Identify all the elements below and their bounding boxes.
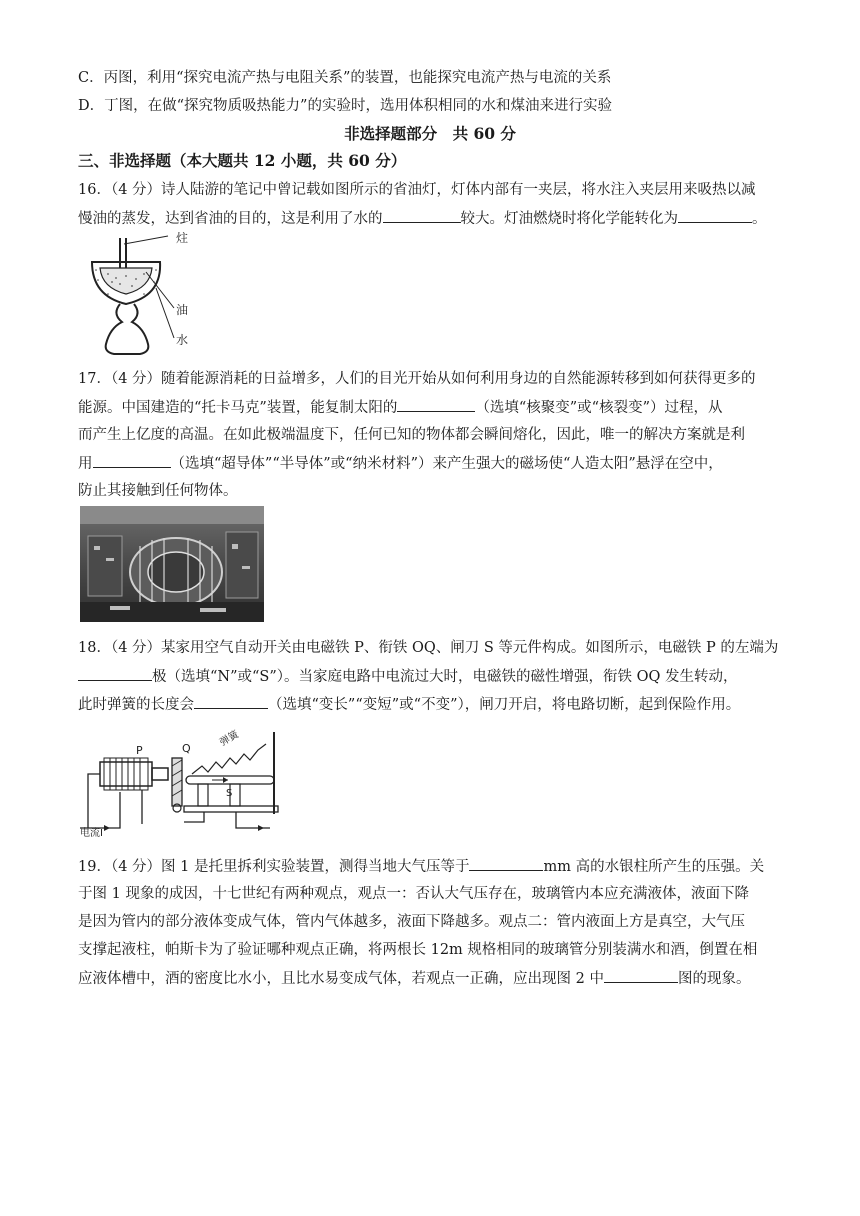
q19-line-1 bbox=[78, 856, 764, 877]
q19-text-b: mm 高的水银柱所产生的压强。关 bbox=[543, 859, 765, 875]
q19-blank-1[interactable] bbox=[469, 856, 543, 871]
q19-blank-2[interactable] bbox=[604, 968, 678, 983]
air-switch-figure bbox=[80, 724, 286, 838]
q19-line-2: 于图 1 现象的成因，十七世纪有两种观点，观点一：否认大气压存在，玻璃管内本应充满液体，液面下降 bbox=[78, 886, 749, 902]
label-oil: 油 bbox=[176, 303, 189, 317]
q16-line-1: 16．（4 分）诗人陆游的笔记中曾记载如图所示的省油灯，灯体内部有一夹层，将水注入夹层用来吸热以减 bbox=[78, 182, 756, 198]
q19-text-a: 19．（4 分）图 1 是托里拆利实验装置，测得当地大气压等于 bbox=[78, 859, 470, 875]
option-d: D．丁图，在做“探究物质吸热能力”的实验时，选用体积相同的水和煤油来进行实验 bbox=[78, 98, 612, 114]
spring bbox=[192, 744, 266, 774]
section-title: 三、非选择题（本大题共 12 小题，共 60 分） bbox=[78, 151, 407, 170]
q19-text-c: 应液体槽中，酒的密度比水小，且比水易变成气体，若观点一正确，应出现图 2 中 bbox=[78, 971, 604, 987]
label-p: P bbox=[136, 744, 143, 757]
q16-text-c: 。 bbox=[752, 211, 767, 227]
q18-blank-1[interactable] bbox=[78, 666, 152, 681]
q17-text-d: （选填“超导体”“半导体”或“纳米材料”）来产生强大的磁场使“人造太阳”悬浮在空中， bbox=[170, 456, 723, 472]
label-water: 水 bbox=[176, 333, 189, 347]
tokamak-photo bbox=[80, 506, 264, 622]
q17-line-3: 而产生上亿度的高温。在如此极端温度下，任何已知的物体都会瞬间熔化，因此，唯一的解决方案就是利 bbox=[78, 427, 745, 443]
q19-line-4: 支撑起液柱，帕斯卡为了验证哪种观点正确，将两根长 12m 规格相同的玻璃管分别装满水和酒，倒置在相 bbox=[78, 942, 758, 958]
q17-blank-2[interactable] bbox=[93, 453, 171, 468]
lamp-base bbox=[106, 304, 149, 354]
option-c: C．丙图，利用“探究电流产热与电阻关系”的装置，也能探究电流产热与电流的关系 bbox=[78, 70, 612, 86]
q18-text-b: 此时弹簧的长度会 bbox=[78, 697, 194, 713]
label-spring: 弹簧 bbox=[218, 729, 241, 749]
knife-switch-s bbox=[186, 776, 274, 784]
label-s: S bbox=[226, 788, 233, 799]
label-q: Q bbox=[182, 742, 191, 755]
q18-line-3 bbox=[78, 694, 740, 715]
q16-text-a: 慢油的蒸发，达到省油的目的，这是利用了水的 bbox=[78, 211, 383, 227]
q17-text-a: 能源。中国建造的“托卡马克”装置，能复制太阳的 bbox=[78, 400, 398, 416]
electromagnet-p bbox=[100, 762, 152, 786]
q17-text-b: （选填“核聚变”或“核裂变”）过程，从 bbox=[475, 400, 723, 416]
q18-text-a: 极（选填“N”或“S”）。当家庭电路中电流过大时，电磁铁的磁性增强，衔铁 OQ 发生转动， bbox=[152, 669, 738, 685]
q17-line-4 bbox=[78, 453, 723, 474]
oil-lamp-figure bbox=[86, 232, 216, 364]
q18-line-2 bbox=[78, 666, 738, 687]
q18-text-c: （选填“变长”“变短”或“不变”），闸刀开启，将电路切断，起到保险作用。 bbox=[268, 697, 741, 713]
q17-line-5: 防止其接触到任何物体。 bbox=[78, 483, 238, 499]
q17-text-c: 用 bbox=[78, 456, 93, 472]
q16-text-b: 较大。灯油燃烧时将化学能转化为 bbox=[460, 211, 678, 227]
q19-line-5 bbox=[78, 968, 750, 989]
q17-blank-1[interactable] bbox=[397, 397, 475, 412]
q16-blank-1[interactable] bbox=[383, 208, 461, 223]
lamp-oil-chamber bbox=[100, 268, 152, 294]
q17-line-2 bbox=[78, 397, 722, 418]
label-current: 电流I bbox=[80, 828, 103, 838]
q17-line-1: 17．（4 分）随着能源消耗的日益增多，人们的目光开始从如何利用身边的自然能源转移到如何获得更多的 bbox=[78, 371, 756, 387]
q18-blank-2[interactable] bbox=[194, 694, 268, 709]
part-header: 非选择题部分 共 60 分 bbox=[344, 124, 516, 143]
q16-line-2 bbox=[78, 208, 767, 229]
q19-line-3: 是因为管内的部分液体变成气体，管内气体越多，液面下降越多。观点二：管内液面上方是真空，大气压 bbox=[78, 914, 745, 930]
q18-line-1: 18．（4 分）某家用空气自动开关由电磁铁 P、衔铁 OQ、闸刀 S 等元件构成。如图所示，电磁铁 P 的左端为 bbox=[78, 640, 779, 656]
q19-text-d: 图的现象。 bbox=[677, 971, 751, 987]
label-wick: 炷 bbox=[176, 232, 189, 245]
q16-blank-2[interactable] bbox=[678, 208, 752, 223]
